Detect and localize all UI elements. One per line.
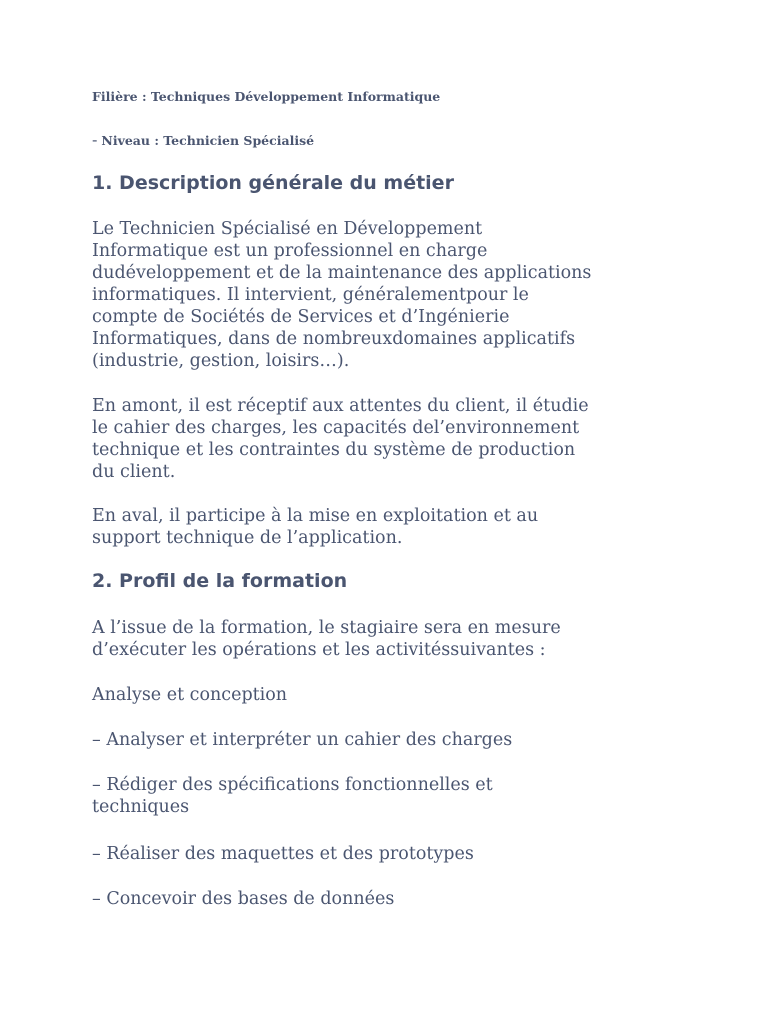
- text-line: Analyse et conception: [92, 685, 288, 705]
- text-line: Informatique est un professionnel en charge: [92, 241, 488, 261]
- text-line: (industrie, gestion, loisirs…).: [92, 351, 350, 371]
- text-line: – Rédiger des spécifications fonctionnelles et: [92, 775, 493, 795]
- section-2-subheading: [92, 684, 692, 706]
- niveau-text: Niveau : Technicien Spécialisé: [101, 133, 315, 148]
- list-item: [92, 843, 692, 865]
- text-line: du client.: [92, 462, 176, 482]
- list-item: [92, 888, 692, 910]
- text-line: En amont, il est réceptif aux attentes du client, il étudie: [92, 396, 589, 416]
- text-line: informatiques. Il intervient, généralementpour le: [92, 285, 529, 305]
- list-item: [92, 729, 692, 751]
- text-line: – Réaliser des maquettes et des prototypes: [92, 844, 474, 864]
- niveau-line: [92, 130, 314, 149]
- text-line: A l’issue de la formation, le stagiaire sera en mesure: [92, 618, 561, 638]
- section-1-paragraph-1: [92, 218, 692, 372]
- text-line: technique et les contraintes du système de production: [92, 440, 576, 460]
- text-line: support technique de l’application.: [92, 528, 403, 548]
- section-2-title: 2. Profil de la formation: [92, 570, 348, 592]
- list-item: [92, 774, 692, 818]
- text-line: techniques: [92, 797, 190, 817]
- section-1-paragraph-3: [92, 505, 692, 549]
- text-line: Informatiques, dans de nombreuxdomaines applicatifs: [92, 329, 576, 349]
- text-line: – Concevoir des bases de données: [92, 889, 395, 909]
- text-line: Le Technicien Spécialisé en Développement: [92, 219, 483, 239]
- text-line: le cahier des charges, les capacités del’environnement: [92, 418, 580, 438]
- section-1-title: 1. Description générale du métier: [92, 172, 454, 194]
- section-2-intro: [92, 617, 692, 661]
- section-1-paragraph-2: [92, 395, 692, 483]
- text-line: En aval, il participe à la mise en exploitation et au: [92, 506, 539, 526]
- text-line: – Analyser et interpréter un cahier des charges: [92, 730, 513, 750]
- filiere-line: Filière : Techniques Développement Informatique: [92, 89, 441, 104]
- text-line: d’exécuter les opérations et les activitéssuivantes :: [92, 640, 546, 660]
- niveau-dash: -: [92, 130, 98, 149]
- text-line: compte de Sociétés de Services et d’Ingénierie: [92, 307, 510, 327]
- text-line: dudéveloppement et de la maintenance des applications: [92, 263, 592, 283]
